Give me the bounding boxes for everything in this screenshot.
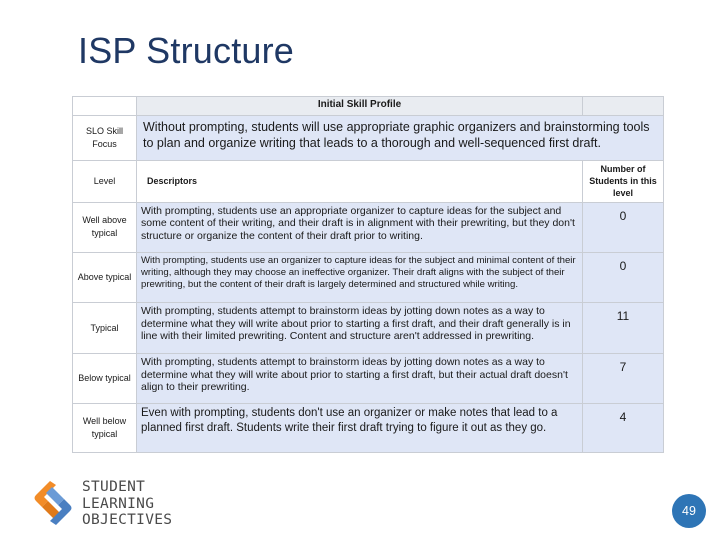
slide-title: ISP Structure (78, 30, 295, 71)
column-header-descriptors: Descriptors (137, 161, 583, 203)
row-count: 0 (583, 252, 664, 303)
table-row (73, 303, 664, 354)
row-count: 11 (583, 303, 664, 354)
logo-line-1: STUDENT (82, 479, 146, 495)
slo-logo (30, 478, 190, 528)
column-header-level: Level (73, 161, 137, 203)
slo-logo-mark-icon (30, 478, 78, 528)
focus-text: Without prompting, students will use appropriate graphic organizers and brainstorming tools to plan and organize writing that leads to a thorough and well-sequenced first draft. (137, 116, 664, 161)
row-level: Above typical (73, 252, 137, 303)
table-row (73, 202, 664, 252)
row-descriptor: With prompting, students use an appropriate organizer to capture ideas for the subject and some content of their writing, and their draft is in alignment with their prewriting, but they don't structure or organize the content of their draft prior to writing. (137, 202, 583, 252)
row-descriptor: With prompting, students attempt to brainstorm ideas by jotting down notes as a way to determine what they will write about prior to starting a first draft, but their actual draft doesn't align to their prewriting. (137, 354, 583, 404)
table-row (73, 404, 664, 453)
table-row (73, 252, 664, 303)
row-level: Well below typical (73, 404, 137, 453)
table-header: Initial Skill Profile (137, 97, 583, 116)
table-row (73, 354, 664, 404)
logo-line-2: LEARNING (82, 495, 155, 512)
page-number-badge: 49 (672, 494, 706, 528)
row-descriptor: Even with prompting, students don't use an organizer or make notes that lead to a planned first draft. Students write their first draft trying to figure it out as they go. (137, 404, 583, 453)
row-descriptor: With prompting, students use an organizer to capture ideas for the subject and minimal content of their writing, although they may choose an ineffective organizer. Their draft aligns with the subject of their prewriting, but the content of their draft is largely determined and structured while writing. (137, 252, 583, 303)
row-level: Below typical (73, 354, 137, 404)
slo-logo-text (82, 479, 172, 529)
row-level: Typical (73, 303, 137, 354)
logo-line-3: OBJECTIVES (82, 512, 173, 528)
row-level: Well above typical (73, 202, 137, 252)
initial-skill-profile-table (72, 96, 663, 453)
column-header-count: Number of Students in this level (583, 161, 664, 203)
row-count: 4 (583, 404, 664, 453)
row-count: 0 (583, 202, 664, 252)
row-descriptor: With prompting, students attempt to brainstorm ideas by jotting down notes as a way to determine what they will write about prior to starting a first draft, and their draft generally is in line with their limited prewriting. Content and structure aren't addressed in prewriting. (137, 303, 583, 354)
focus-label: SLO Skill Focus (73, 116, 137, 161)
row-count: 7 (583, 354, 664, 404)
